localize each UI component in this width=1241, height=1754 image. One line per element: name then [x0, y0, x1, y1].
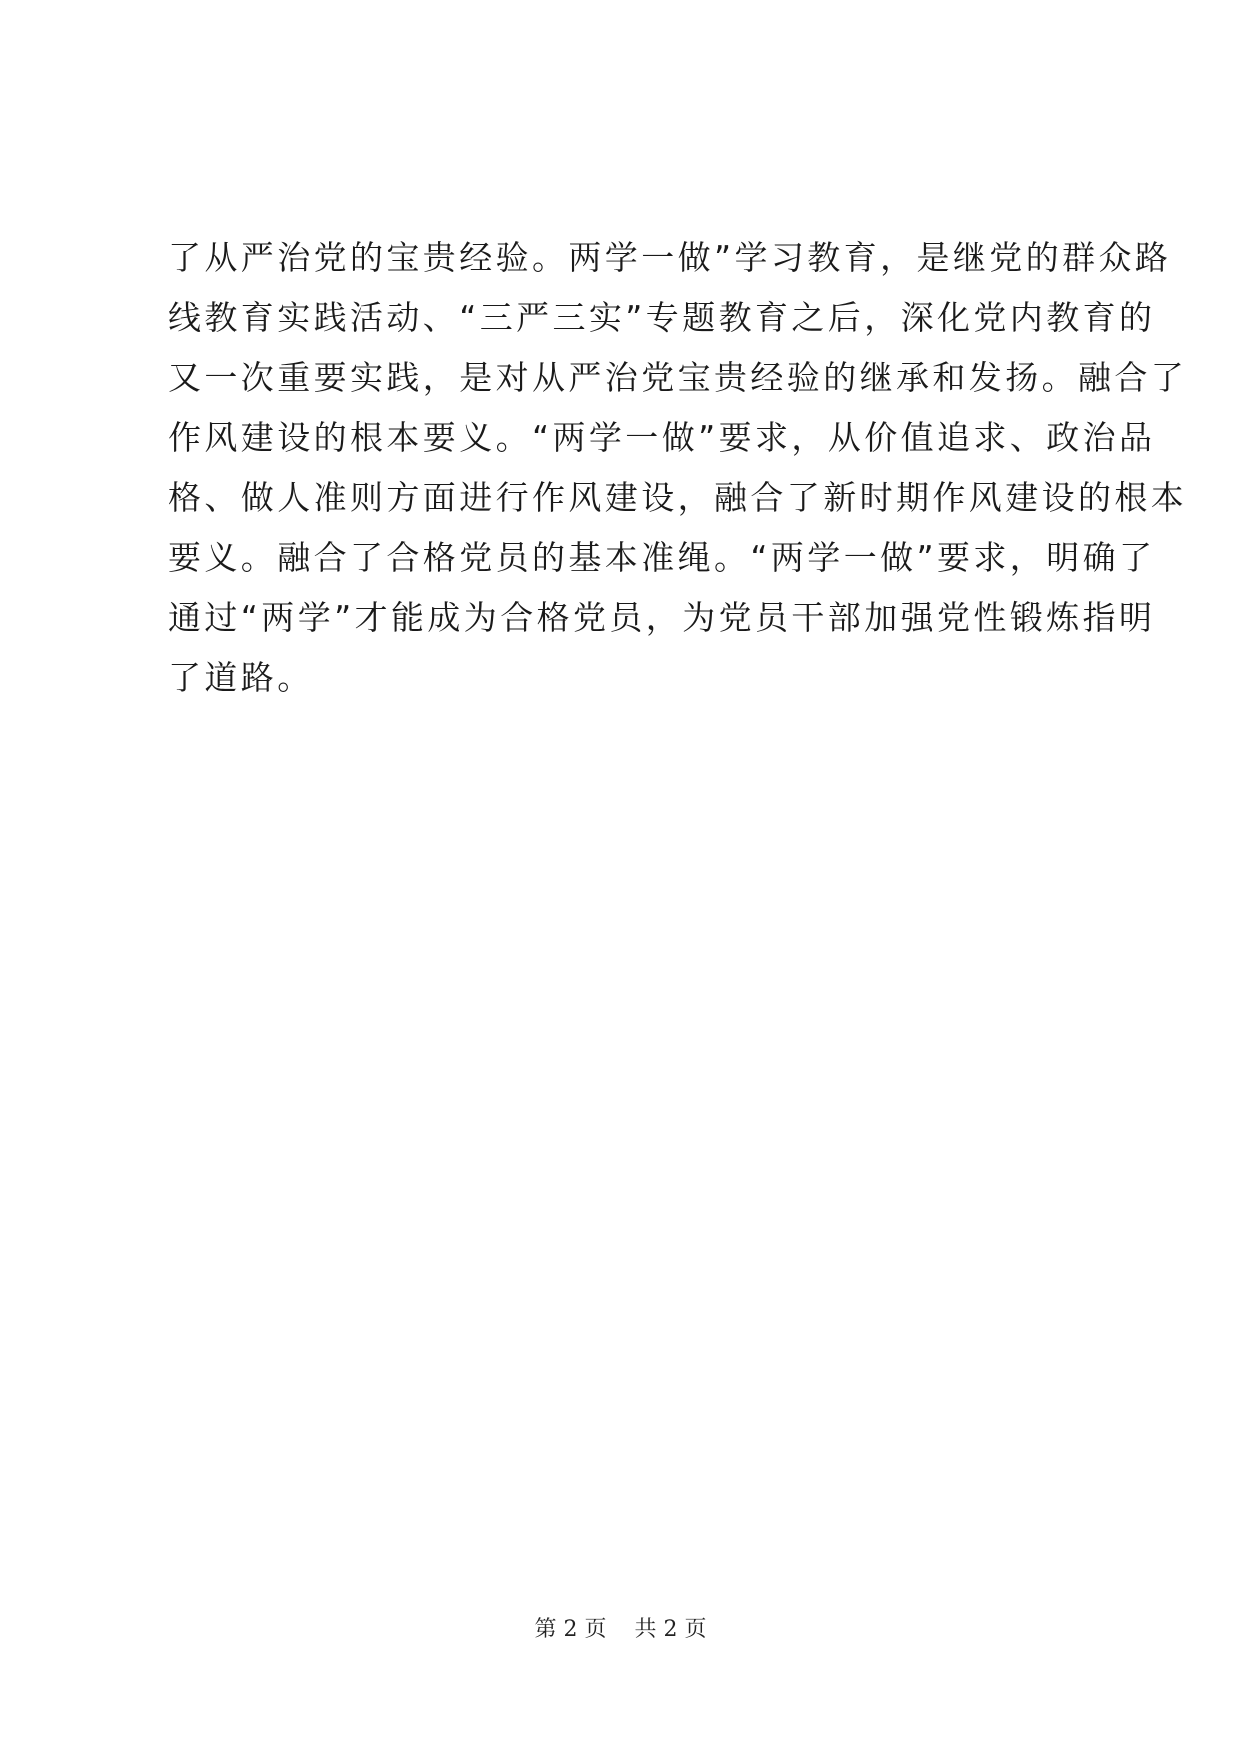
- text-line: 要义。融合了合格党员的基本准绳。“两学一做”要求，明确了: [168, 538, 1156, 577]
- page-number-total: 共 2 页: [634, 1617, 707, 1642]
- text-line: 作风建设的根本要义。“两学一做”要求，从价值追求、政治品: [168, 418, 1156, 457]
- page-footer: [0, 1612, 1241, 1643]
- text-line: 通过“两学”才能成为合格党员，为党员干部加强党性锻炼指明: [168, 598, 1156, 637]
- text-line: 了道路。: [168, 658, 314, 697]
- text-line: 了从严治党的宝贵经验。两学一做”学习教育，是继党的群众路: [168, 238, 1172, 277]
- page-number-current: 第 2 页: [534, 1617, 607, 1642]
- text-line: 又一次重要实践，是对从严治党宝贵经验的继承和发扬。融合了: [168, 358, 1188, 397]
- text-line: 线教育实践活动、“三严三实”专题教育之后，深化党内教育的: [168, 298, 1156, 337]
- text-line: 格、做人准则方面进行作风建设，融合了新时期作风建设的根本: [168, 478, 1188, 517]
- body-paragraph: [168, 228, 1188, 708]
- footer-separator: [614, 1617, 628, 1642]
